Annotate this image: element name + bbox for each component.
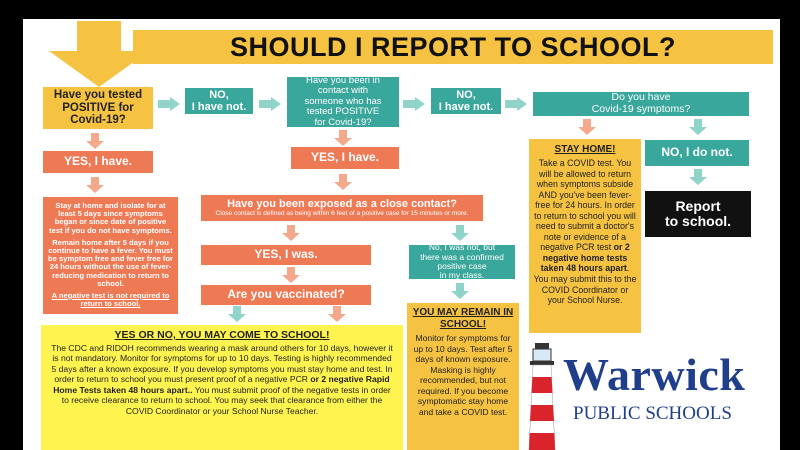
logo-sub: PUBLIC SCHOOLS: [573, 403, 732, 424]
arrow-down-icon: [334, 130, 352, 146]
q1-line1: Have you tested: [53, 89, 143, 102]
nowas-line3: positive case: [437, 261, 487, 271]
may-remain-text: Monitor for symptoms for up to 10 days. Test after 5 days of known exposure. Masking is highly recommended, but not required. If you become symptomatic stay home and take a COVID test.: [413, 333, 513, 417]
q3-line1: Do you have: [611, 91, 671, 104]
nowas-line1: No, I was not, but: [428, 242, 496, 253]
may-come-heading: YES OR NO, YOU MAY COME TO SCHOOL!: [114, 329, 330, 341]
logo-area: [523, 337, 780, 450]
report-line1: Report: [675, 197, 721, 214]
no1-line1: NO,: [209, 88, 229, 101]
arrow-down-icon: [282, 267, 300, 283]
no2-line1: NO,: [456, 88, 476, 101]
q-tested-positive: [43, 87, 153, 129]
lighthouse-icon: [525, 343, 559, 450]
stay-home-heading: STAY HOME!: [554, 144, 616, 155]
arrow-down-icon: [334, 174, 352, 190]
report-line2: to school.: [664, 213, 732, 229]
q2-line4: tested POSITIVE: [306, 106, 380, 118]
q2-line3: someone who has: [304, 95, 382, 107]
page-title: SHOULD I REPORT TO SCHOOL?: [229, 32, 676, 62]
q2-line2: contact with: [317, 85, 369, 97]
isolate-p1: Stay at home and isolate for at least 5 days since symptoms began or since date of positive test if you do not have symptoms.: [49, 201, 172, 235]
arrow-down-icon: [228, 306, 246, 322]
arrow-down-icon: [689, 119, 707, 135]
arrow-right-icon: [403, 97, 425, 111]
flowchart-poster: [23, 19, 780, 450]
may-remain-panel: [407, 303, 519, 450]
arrow-right-icon: [505, 97, 527, 111]
logo-name: Warwick: [563, 349, 746, 400]
answer-yes-1: YES, I have.: [43, 151, 153, 173]
may-come-bold: or 2 negative Rapid Home Tests taken 48 hours apart..: [53, 374, 390, 395]
stay-home-bold: or 2 negative home tests taken 48 hours apart: [540, 242, 630, 274]
q1-line3: Covid-19?: [70, 114, 126, 127]
arrow-down-icon: [282, 225, 300, 241]
q2-line1: Have you been in: [306, 74, 380, 86]
answer-yes-was: YES, I was.: [201, 245, 371, 265]
answer-yes-2: YES, I have.: [291, 147, 399, 169]
arrow-down-icon: [86, 177, 104, 193]
report-to-school: [645, 191, 751, 237]
no1-line2: I have not.: [191, 101, 247, 113]
q2-line5: for Covid-19?: [314, 116, 372, 128]
q3-line2: Covid-19 symptoms?: [591, 103, 691, 115]
nowas-line2: there was a confirmed: [420, 251, 504, 262]
may-come-text2: You must submit proof of the negative tests in order to receive clearance to return to school. You may seek that clearance from either the COVID Coordinator or your School Nurse Teacher.: [61, 384, 391, 416]
q-vaccinated: Are you vaccinated?: [201, 285, 371, 305]
arrow-right-icon: [158, 97, 180, 111]
answer-no-symptoms: NO, I do not.: [645, 140, 749, 166]
isolate-p3: A negative test is not required to return to school.: [51, 290, 170, 309]
isolate-instructions: [43, 197, 178, 314]
arrow-down-icon: [328, 306, 346, 322]
answer-no-was-not: [409, 242, 515, 281]
q-exposed-close-contact: [201, 195, 483, 221]
stay-home-panel: [529, 139, 641, 333]
answer-no-2: [431, 88, 501, 114]
no2-line2: I have not.: [438, 101, 494, 113]
isolate-p2: Remain home after 5 days if you continue to have a fever. You must be symptom free and fever free for 24 hours without the use of fever-reducing medication to return to school.: [48, 237, 173, 288]
nowas-line4: in my class.: [439, 270, 485, 281]
q-symptoms: [533, 92, 749, 116]
may-come-text: The CDC and RIDOH recommends wearing a mask around others for 10 days, however it is not mandatory. Monitor for symptoms for up to 10 days. Testing is highly recommended 5 days after a known exposure. If you develop symptoms you must stay home and test. In order to return to school you must present proof of a negative PCR: [51, 342, 393, 385]
answer-no-1: [185, 88, 253, 114]
q1-line2: POSITIVE for: [62, 101, 134, 114]
arrow-down-icon: [451, 225, 469, 241]
q-contact-positive: [287, 74, 399, 128]
arrow-down-icon: [451, 283, 469, 299]
exposed-line2: Close contact is defined as being within 6 feet of a positive case for 15 minutes or more.: [215, 210, 469, 218]
arrow-down-icon: [578, 119, 596, 135]
arrow-down-icon: [689, 169, 707, 185]
stay-home-text: Take a COVID test. You will be allowed to return when symptoms subside AND you've been fever-free for 24 hours. In order to return to school you will need to submit a doctor's note or evidence of a negative PCR test: [534, 158, 636, 253]
may-remain-heading: YOU MAY REMAIN IN SCHOOL!: [412, 307, 514, 331]
may-come-panel: [41, 325, 403, 450]
exposed-line1: Have you been exposed as a close contact?: [227, 198, 457, 211]
stay-home-text2: . You may submit this to the COVID Coordinator or your School Nurse.: [533, 263, 637, 306]
arrow-down-icon: [86, 133, 104, 149]
arrow-right-icon: [259, 97, 281, 111]
